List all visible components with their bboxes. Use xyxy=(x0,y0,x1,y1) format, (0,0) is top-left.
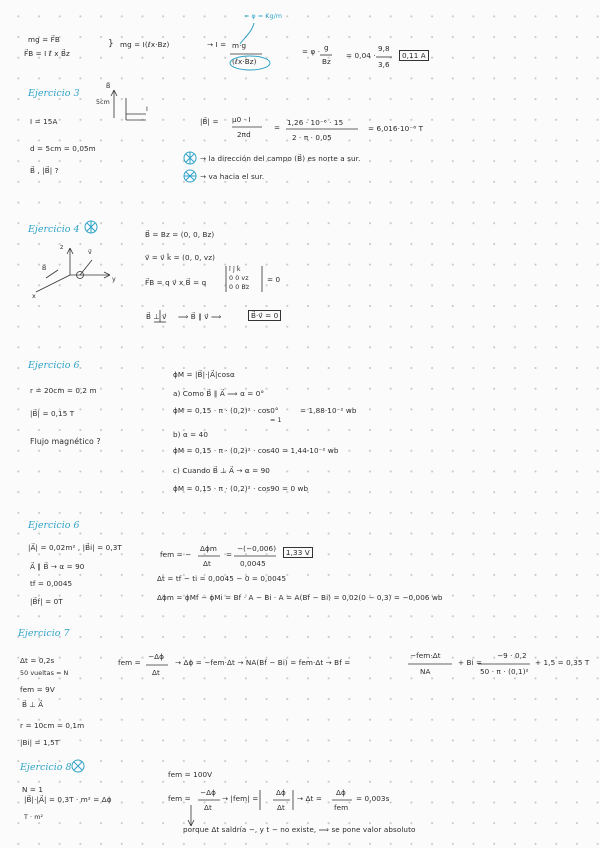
matrix-row-3: 0 0 Bz xyxy=(229,284,250,291)
dot-product-box: B⃗·v⃗ = 0 xyxy=(248,310,281,321)
direction-answer-1: → la dirección del campo (B⃗) es norte a sur. xyxy=(200,154,361,163)
field-sub-num: 1,26 · 10⁻⁶ · 15 xyxy=(287,118,344,127)
field-equals: = xyxy=(274,123,281,132)
given-area-field: |A⃗| = 0,02m² , |B⃗i| = 0,3T xyxy=(28,543,122,552)
b-field-vector: B⃗ = Bz = (0, 0, Bz) xyxy=(145,230,215,239)
flux-c: ϕM = 0,15 · π · (0,2)² · cos90 = 0 wb xyxy=(173,484,309,493)
given-field: |B⃗| = 0,15 T xyxy=(30,409,75,418)
flux-b: ϕM = 0,15 · π · (0,2)² · cos40 = 1,44·10⁻² wb xyxy=(173,446,339,455)
axis-x-label: x xyxy=(32,293,36,300)
given-fem: fem = 9V xyxy=(20,685,55,694)
given-radius: r = 20cm = 0,2 m xyxy=(30,386,97,395)
velocity-label: v⃗ xyxy=(88,249,92,256)
substitution: = 0,04 · xyxy=(346,51,376,60)
force-equality: mg = F⃗B xyxy=(28,35,60,44)
sub-numerator: 9,8 xyxy=(378,44,390,53)
dt-result: = 0,003s xyxy=(356,794,390,803)
given-current: I = 15A xyxy=(30,117,58,126)
given-final-field: |B⃗f| = 0T xyxy=(30,597,63,606)
exercise-4-title: Ejercicio 4 xyxy=(28,224,80,235)
flux-a: ϕM = 0,15 · π · (0,2)² · cos0° xyxy=(173,406,279,415)
given-perpendicular: B⃗ ⊥ A⃗ xyxy=(22,700,44,709)
g-numerator: g xyxy=(324,43,329,52)
fem-num: −Δϕ xyxy=(200,788,216,797)
field-result: = 6,016·10⁻⁶ T xyxy=(368,124,424,133)
fem-lhs: fem = xyxy=(168,794,191,803)
exercise-3-title: Ejercicio 3 xyxy=(28,88,80,99)
case-c: c) Cuando B⃗ ⊥ A⃗ → α = 90 xyxy=(173,466,270,475)
flux-formula: ϕM = |B⃗|·|A⃗|cosα xyxy=(173,370,235,379)
fem-formula: fem = − xyxy=(160,550,192,559)
given-distance: d = 5cm = 0,05m xyxy=(30,144,96,153)
exercise-6b-title: Ejercicio 6 xyxy=(28,520,80,531)
field-formula-lhs: |B⃗| = xyxy=(200,117,219,126)
fem-den: Δt xyxy=(204,803,212,812)
bf-num: −fem·Δt xyxy=(410,651,441,660)
direction-answer-2: → va hacia el sur. xyxy=(200,172,265,181)
velocity-vector: v⃗ = v⃗ k̂ = (0, 0, vz) xyxy=(145,253,216,262)
fem-lhs: fem = xyxy=(118,658,141,667)
fraction-numerator: m·g xyxy=(232,41,247,50)
delta-time: Δt = tf − ti = 0,0045 − 0 = 0,0045 xyxy=(157,574,287,583)
bf-den: NA xyxy=(420,667,431,676)
axis-y-label: y xyxy=(112,276,116,283)
given-flux: |B⃗|·|A⃗| = 0,3T · m² = Δϕ xyxy=(24,795,112,804)
fem-sub-den: 0,0045 xyxy=(240,559,266,568)
parallel-implication: ⟹ B⃗ ∥ v⃗ ⟹ xyxy=(178,312,222,321)
given-dt: Δt = 0,2s xyxy=(20,656,55,665)
fem-num: Δϕm xyxy=(200,544,217,553)
given-question: Flujo magnético ? xyxy=(30,437,101,446)
flux-a-result: = 1,88·10⁻² wb xyxy=(300,406,357,415)
fraction-denominator: (ℓx·Bz) xyxy=(232,57,257,66)
abs-den: Δt xyxy=(277,803,285,812)
bf-sub-den: 50 · π · (0,1)² xyxy=(480,667,529,676)
absolute-value-note: porque Δt saldría −, y t − no existe, ⟹ se pone valor absoluto xyxy=(183,825,416,834)
current-expression: → I = xyxy=(207,40,227,49)
matrix-row-1: î ĵ k̂ xyxy=(229,266,241,273)
bf-plus-bi: + Bi = xyxy=(458,658,483,667)
dt-expression: → Δt = xyxy=(297,794,322,803)
fem-equals: = xyxy=(226,550,233,559)
dt-den: fem xyxy=(334,803,349,812)
given-initial-field: |Bi| = 1,5T xyxy=(20,738,60,747)
solve-chain: → Δϕ = −fem·Δt → NA(Bf − Bi) = fem·Δt → Bf = xyxy=(175,658,351,667)
density-note: = φ = Kg/m xyxy=(244,13,283,20)
given-time: tf = 0,0045 xyxy=(30,579,73,588)
given-angle: A⃗ ∥ B⃗ → α = 90 xyxy=(30,562,85,571)
field-sub-den: 2 · π · 0,05 xyxy=(292,133,332,142)
b-vector-label: B⃗ xyxy=(106,83,111,90)
given-question: B⃗ , |B⃗| ? xyxy=(30,166,59,175)
force-cross-product: F⃗B = q v⃗ x B⃗ = q xyxy=(145,278,207,287)
fem-result-box: 1,33 V xyxy=(283,547,313,558)
fem-den: Δt xyxy=(203,559,211,568)
flux-units: T · m² xyxy=(24,814,44,821)
exercise-8-title: Ejercicio 8 xyxy=(20,762,72,773)
given-turns: N = 1 xyxy=(22,785,44,794)
cos-equals-one: = 1 xyxy=(270,417,282,424)
axis-z-label: z xyxy=(60,244,64,251)
given-radius: r = 10cm = 0,1m xyxy=(20,721,85,730)
current-label: I xyxy=(146,106,148,113)
bz-denominator: Bz xyxy=(322,57,331,66)
result-box: 0,11 A xyxy=(399,50,429,61)
case-b: b) α = 40 xyxy=(173,430,209,439)
dt-num: Δϕ xyxy=(336,788,346,797)
field-formula-den: 2πd xyxy=(237,130,251,139)
fem-den: Δt xyxy=(152,668,160,677)
sub-denominator: 3,6 xyxy=(378,60,390,69)
density-factor: = φ · xyxy=(302,47,321,56)
force-balance: mg = I(ℓx·Bz) xyxy=(120,40,170,49)
case-a: a) Como B⃗ ∥ A⃗ ⟹ α = 0° xyxy=(173,389,265,398)
abs-num: Δϕ xyxy=(276,788,286,797)
matrix-row-2: 0 0 vz xyxy=(229,275,249,282)
distance-label: 5cm xyxy=(96,99,110,106)
delta-flux: Δϕm = ϕMf − ϕMi = Bf · A − Bi · A = A(Bf − Bi) = 0,02(0 − 0,3) = −0,006 wb xyxy=(157,593,443,602)
field-label: B⃗ xyxy=(42,265,47,272)
exercise-7-title: Ejercicio 7 xyxy=(18,628,70,639)
given-turns: 50 vueltas = N xyxy=(20,670,69,677)
bf-sub-num: −9 · 0,2 xyxy=(497,651,527,660)
force-balance-brace: } xyxy=(108,39,114,49)
given-fem: fem = 100V xyxy=(168,770,213,779)
field-formula-num: μ0 · I xyxy=(232,115,251,124)
lorentz-force: F⃗B = I ℓ⃗ x B⃗z xyxy=(24,49,70,58)
fem-num: −Δϕ xyxy=(148,652,164,661)
cross-product-result: = 0 xyxy=(267,275,281,284)
abs-fem: → |fem| = xyxy=(222,794,259,803)
bf-result: + 1,5 = 0,35 T xyxy=(535,658,590,667)
perpendicular-note: B⃗ ⊥ v⃗ xyxy=(146,312,167,321)
fem-sub-num: −(−0,006) xyxy=(237,544,277,553)
exercise-6-title: Ejercicio 6 xyxy=(28,360,80,371)
